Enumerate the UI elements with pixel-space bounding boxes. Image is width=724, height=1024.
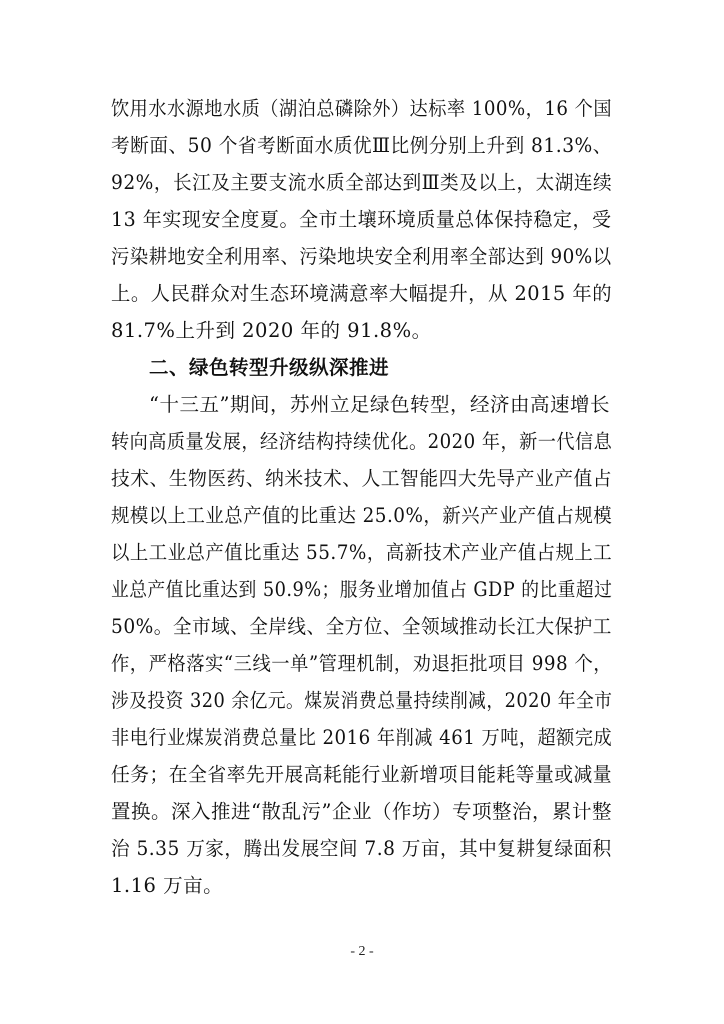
paragraph-line: 13 年实现安全度夏。全市土壤环境质量总体保持稳定，受 <box>111 208 612 231</box>
paragraph-line: 81.7%上升到 2020 年的 91.8%。 <box>111 319 432 342</box>
paragraph-line: 非电行业煤炭消费总量比 2016 年削减 461 万吨，超额完成 <box>111 726 613 749</box>
paragraph-line: 转向高质量发展，经济结构持续优化。2020 年，新一代信息 <box>111 430 613 453</box>
paragraph-line: 作，严格落实“三线一单”管理机制，劝退拒批项目 998 个， <box>111 652 613 675</box>
paragraph-line: 1.16 万亩。 <box>111 874 224 897</box>
paragraph-line: 92%，长江及主要支流水质全部达到Ⅲ类及以上，太湖连续 <box>111 171 613 194</box>
section-heading: 二、绿色转型升级纵深推进 <box>149 356 390 379</box>
paragraph-line: 上。人民群众对生态环境满意率大幅提升，从 2015 年的 <box>111 282 613 305</box>
paragraph-line: 50%。全市域、全岸线、全方位、全领域推动长江大保护工 <box>111 615 612 638</box>
paragraph-line: 技术、生物医药、纳米技术、人工智能四大先导产业产值占 <box>111 467 613 490</box>
paragraph-line: 置换。深入推进“散乱污”企业（作坊）专项整治，累计整 <box>111 800 612 823</box>
paragraph-line: 以上工业总产值比重达 55.7%，高新技术产业产值占规上工 <box>111 541 613 564</box>
page-number: - 2 - <box>350 944 374 959</box>
paragraph-line: 规模以上工业总产值的比重达 25.0%，新兴产业产值占规模 <box>111 504 613 527</box>
paragraph-line: “十三五”期间，苏州立足绿色转型，经济由高速增长 <box>149 393 610 416</box>
paragraph-line: 业总产值比重达到 50.9%；服务业增加值占 GDP 的比重超过 <box>111 578 613 601</box>
paragraph-line: 治 5.35 万家，腾出发展空间 7.8 万亩，其中复耕复绿面积 <box>111 837 612 860</box>
paragraph-line: 饮用水水源地水质（湖泊总磷除外）达标率 100%，16 个国 <box>111 97 612 120</box>
paragraph-line: 涉及投资 320 余亿元。煤炭消费总量持续削减，2020 年全市 <box>111 689 613 712</box>
paragraph-line: 考断面、50 个省考断面水质优Ⅲ比例分别上升到 81.3%、 <box>111 134 612 157</box>
paragraph-line: 污染耕地安全利用率、污染地块安全利用率全部达到 90%以 <box>111 245 612 268</box>
paragraph-line: 任务；在全省率先开展高耗能行业新增项目能耗等量或减量 <box>111 763 613 786</box>
